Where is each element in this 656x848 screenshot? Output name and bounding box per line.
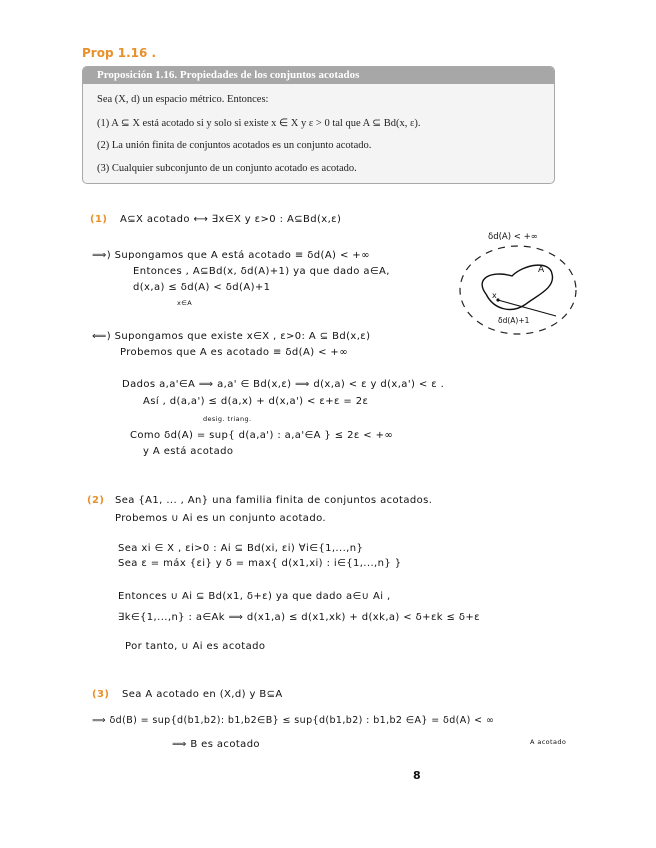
prop-heading: Prop 1.16 . xyxy=(82,46,157,60)
part3-number: (3) xyxy=(92,689,110,700)
part2-line-7: Por tanto, ∪ Ai es acotado xyxy=(125,641,266,652)
forward-note: x∈A xyxy=(177,299,193,307)
proposition-box xyxy=(82,66,555,184)
part2-line-4: Sea ε = máx {εi} y δ = max{ d(x1,xi) : i∈{1,...,n} } xyxy=(118,558,402,569)
part3-line-1: Sea A acotado en (X,d) y B⊆A xyxy=(122,689,283,700)
diagram-top-label: δd(A) < +∞ xyxy=(488,232,538,242)
diagram-radius-label: δd(A)+1 xyxy=(498,316,530,325)
part1-statement: A⊆X acotado ⟷ ∃x∈X y ε>0 : A⊆Bd(x,ε) xyxy=(120,214,342,225)
page-number: 8 xyxy=(413,769,421,782)
part2-line-5: Entonces ∪ Ai ⊆ Bd(x1, δ+ε) ya que dado a∈∪ Ai , xyxy=(118,591,391,602)
diagram-point-label: x xyxy=(492,291,497,300)
proposition-title: Proposición 1.16. Propiedades de los conjuntos acotados xyxy=(83,67,554,84)
ball-diagram xyxy=(452,226,582,338)
part3-note: A acotado xyxy=(530,738,567,746)
forward-line-3: d(x,a) ≤ δd(A) < δd(A)+1 xyxy=(133,282,271,293)
center-point xyxy=(496,298,499,301)
backward-line-4: Así , d(a,a') ≤ d(a,x) + d(x,a') < ε+ε = 2ε xyxy=(143,396,369,407)
proposition-item-3: (3) Cualquier subconjunto de un conjunto acotado es acotado. xyxy=(97,163,357,174)
proposition-item-2: (2) La unión finita de conjuntos acotados es un conjunto acotado. xyxy=(97,140,372,151)
proposition-item-1: (1) A ⊆ X está acotado si y solo si existe x ∈ X y ε > 0 tal que A ⊆ Bd(x, ε). xyxy=(97,118,421,129)
triangle-note: desig. triang. xyxy=(203,415,252,423)
forward-line-1: ⟹) Supongamos que A está acotado ≡ δd(A) < +∞ xyxy=(92,250,370,261)
backward-line-6: y A está acotado xyxy=(143,446,234,457)
backward-line-2: Probemos que A es acotado ≡ δd(A) < +∞ xyxy=(120,347,348,358)
part2-line-1: Sea {A1, ... , An} una familia finita de conjuntos acotados. xyxy=(115,495,433,506)
backward-line-1: ⟸) Supongamos que existe x∈X , ε>0: A ⊆ Bd(x,ε) xyxy=(92,331,371,342)
part2-number: (2) xyxy=(87,495,105,506)
backward-line-3: Dados a,a'∈A ⟹ a,a' ∈ Bd(x,ε) ⟹ d(x,a) < ε y d(x,a') < ε . xyxy=(122,379,445,390)
part2-line-6: ∃k∈{1,...,n} : a∈Ak ⟹ d(x1,a) ≤ d(x1,xk) + d(xk,a) < δ+εk ≤ δ+ε xyxy=(118,612,480,623)
part3-line-3: ⟹ B es acotado xyxy=(172,739,260,750)
backward-line-5: Como δd(A) = sup{ d(a,a') : a,a'∈A } ≤ 2ε < +∞ xyxy=(130,430,394,441)
forward-line-2: Entonces , A⊆Bd(x, δd(A)+1) ya que dado a∈A, xyxy=(133,266,390,277)
part2-line-2: Probemos ∪ Ai es un conjunto acotado. xyxy=(115,513,326,524)
part1-number: (1) xyxy=(90,214,108,225)
part3-line-2: ⟹ δd(B) = sup{d(b1,b2): b1,b2∈B} ≤ sup{d(b1,b2) : b1,b2 ∈A} = δd(A) < ∞ xyxy=(92,715,495,726)
part2-line-3: Sea xi ∈ X , εi>0 : Ai ⊆ Bd(xi, εi) ∀i∈{1,...,n} xyxy=(118,543,364,554)
diagram-set-label: A xyxy=(538,265,545,275)
proposition-intro: Sea (X, d) un espacio métrico. Entonces: xyxy=(97,94,269,105)
